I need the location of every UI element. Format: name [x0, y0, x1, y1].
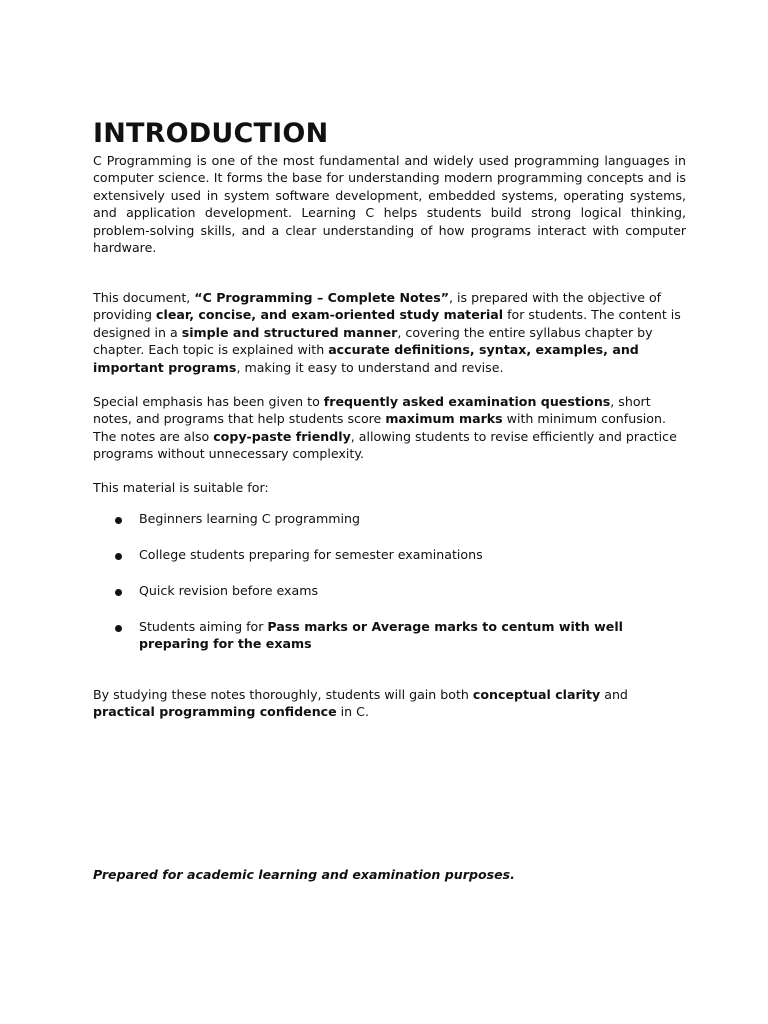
bold-run: “C Programming – Complete Notes”: [194, 290, 449, 305]
bold-run: copy-paste friendly: [213, 428, 351, 444]
list-item-text: Beginners learning C programming: [139, 511, 361, 526]
bold-run: simple and structured manner: [181, 324, 398, 340]
intro-paragraph: C Programming is one of the most fundamental and widely used programming languages in computer science. It forms the base for understanding modern programming concepts and is extensively used in system software development, embedded systems, operating systems, and application development. Learning C helps students build strong logical thinking, problem-solving skills, and a clear understanding of how programs interact with computer hardware.: [93, 153, 686, 256]
bold-run: maximum marks: [385, 411, 503, 427]
text-run: , covering the entire syllabus chapter by chapter. Each topic is explained with: [93, 324, 653, 358]
audience-list: [93, 510, 686, 671]
list-item: [93, 546, 686, 563]
bold-run: practical programming confidence: [93, 704, 337, 720]
bullet-icon: [115, 625, 122, 632]
list-item-text: Quick revision before exams: [139, 582, 319, 598]
list-item: [93, 618, 686, 653]
text-run: in C.: [336, 704, 369, 720]
footer-note: Prepared for academic learning and examination purposes.: [93, 867, 515, 882]
bold-run: frequently asked examination questions: [323, 394, 611, 409]
text-run: Students aiming for: [139, 618, 268, 634]
text-run: for students. The content is designed in a: [93, 307, 681, 340]
text-run: with minimum confusion. The notes are also: [93, 411, 666, 444]
bullet-icon: [115, 553, 122, 560]
closing-paragraph: [93, 686, 686, 721]
text-run: , allowing students to revise efficiently and practice programs without unnecessary complexity.: [93, 428, 677, 462]
page-title: INTRODUCTION: [93, 118, 329, 149]
text-run: , short notes, and programs that help students score: [93, 394, 651, 427]
bullet-icon: [115, 589, 122, 596]
bold-run: conceptual clarity: [472, 687, 601, 702]
bold-run: Pass marks or Average marks to centum with well preparing for the exams: [139, 618, 623, 652]
bold-run: accurate definitions, syntax, examples, and important programs: [93, 342, 639, 375]
text-run: , making it easy to understand and revise.: [236, 359, 504, 375]
list-item: [93, 510, 686, 527]
text-run: This document,: [93, 290, 195, 305]
text-run: Special emphasis has been given to: [93, 394, 324, 409]
text-run: , is prepared with the objective of providing: [93, 290, 662, 323]
document-purpose-paragraph: [93, 289, 686, 376]
special-emphasis-paragraph: [93, 393, 686, 463]
bullet-icon: [115, 517, 122, 524]
text-run: and: [600, 687, 628, 702]
bold-run: clear, concise, and exam-oriented study material: [156, 307, 504, 323]
text-run: By studying these notes thoroughly, students will gain both: [93, 687, 473, 702]
list-item-text: College students preparing for semester examinations: [139, 546, 483, 562]
suitable-for-label: This material is suitable for:: [93, 480, 269, 495]
list-item: [93, 582, 686, 599]
